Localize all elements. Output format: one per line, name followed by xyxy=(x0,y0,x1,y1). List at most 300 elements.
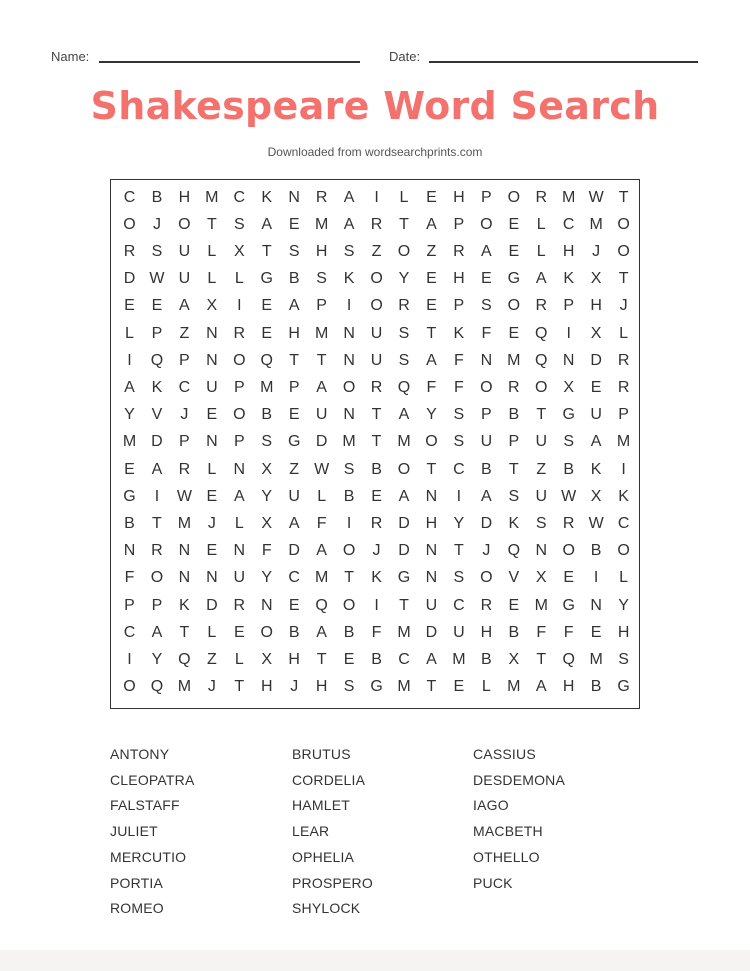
grid-cell[interactable]: F xyxy=(454,378,464,396)
grid-cell[interactable]: F xyxy=(371,623,382,641)
grid-cell[interactable]: D xyxy=(123,270,136,288)
grid-cell[interactable]: E xyxy=(343,650,355,668)
grid-cell[interactable]: R xyxy=(370,215,383,233)
grid-cell[interactable]: W xyxy=(588,188,604,206)
grid-cell[interactable]: G xyxy=(123,487,136,505)
grid-cell[interactable]: V xyxy=(508,569,520,587)
grid-cell[interactable]: E xyxy=(206,487,218,505)
grid-cell[interactable]: B xyxy=(343,623,355,641)
grid-cell[interactable]: C xyxy=(617,514,630,532)
grid-cell[interactable]: E xyxy=(206,406,218,424)
grid-cell[interactable]: I xyxy=(346,514,352,532)
grid-cell[interactable]: H xyxy=(315,242,328,260)
grid-cell[interactable]: H xyxy=(288,650,300,668)
grid-cell[interactable]: L xyxy=(481,678,491,696)
grid-cell[interactable]: R xyxy=(123,242,136,260)
grid-cell[interactable]: M xyxy=(616,433,631,451)
grid-cell[interactable]: W xyxy=(588,514,604,532)
grid-cell[interactable]: M xyxy=(260,378,274,396)
grid-cell[interactable]: I xyxy=(621,460,626,478)
grid-cell[interactable]: Z xyxy=(426,242,437,260)
grid-cell[interactable]: X xyxy=(261,514,273,532)
grid-cell[interactable]: U xyxy=(535,487,548,505)
grid-cell[interactable]: A xyxy=(481,487,492,505)
grid-cell[interactable]: M xyxy=(342,433,356,451)
grid-cell[interactable]: T xyxy=(371,406,382,424)
grid-cell[interactable]: D xyxy=(590,351,602,369)
grid-cell[interactable]: J xyxy=(152,215,161,233)
grid-cell[interactable]: W xyxy=(149,270,165,288)
grid-cell[interactable]: D xyxy=(398,542,410,560)
grid-cell[interactable]: H xyxy=(178,188,191,206)
grid-cell[interactable]: N xyxy=(288,188,300,206)
grid-cell[interactable]: J xyxy=(482,542,491,560)
grid-cell[interactable]: F xyxy=(563,623,574,641)
grid-cell[interactable]: T xyxy=(206,215,217,233)
grid-cell[interactable]: S xyxy=(618,650,629,668)
grid-cell[interactable]: F xyxy=(261,542,272,560)
grid-cell[interactable]: U xyxy=(178,270,191,288)
grid-cell[interactable]: N xyxy=(343,351,355,369)
grid-cell[interactable]: A xyxy=(398,487,410,505)
grid-cell[interactable]: H xyxy=(453,188,465,206)
grid-cell[interactable]: T xyxy=(179,623,190,641)
grid-cell[interactable]: K xyxy=(590,460,602,478)
grid-cell[interactable]: R xyxy=(453,242,465,260)
grid-cell[interactable]: T xyxy=(316,650,327,668)
grid-cell[interactable]: M xyxy=(452,650,466,668)
grid-cell[interactable]: B xyxy=(590,678,602,696)
grid-cell[interactable]: P xyxy=(179,351,190,369)
grid-cell[interactable]: C xyxy=(123,188,136,206)
grid-cell[interactable]: O xyxy=(397,242,411,260)
grid-cell[interactable]: T xyxy=(316,351,327,369)
grid-cell[interactable]: K xyxy=(508,514,520,532)
grid-cell[interactable]: I xyxy=(154,487,160,505)
grid-cell[interactable]: E xyxy=(261,297,273,315)
grid-cell[interactable]: A xyxy=(233,487,245,505)
grid-cell[interactable]: R xyxy=(178,460,191,478)
grid-cell[interactable]: J xyxy=(619,297,628,315)
grid-cell[interactable]: G xyxy=(562,406,575,424)
grid-cell[interactable]: Q xyxy=(315,596,328,614)
grid-cell[interactable]: S xyxy=(535,514,547,532)
grid-cell[interactable]: T xyxy=(536,650,547,668)
grid-cell[interactable]: A xyxy=(535,678,547,696)
grid-cell[interactable]: N xyxy=(562,351,575,369)
grid-cell[interactable]: X xyxy=(535,569,547,587)
grid-cell[interactable]: I xyxy=(566,324,571,342)
grid-cell[interactable]: Y xyxy=(398,270,410,288)
grid-cell[interactable]: T xyxy=(261,242,272,260)
grid-cell[interactable]: D xyxy=(398,514,410,532)
grid-cell[interactable]: N xyxy=(178,569,191,587)
grid-cell[interactable]: V xyxy=(151,406,163,424)
grid-cell[interactable]: N xyxy=(425,542,438,560)
grid-cell[interactable]: P xyxy=(124,596,135,614)
grid-cell[interactable]: T xyxy=(344,569,354,587)
grid-cell[interactable]: Q xyxy=(150,351,164,369)
grid-cell[interactable]: N xyxy=(233,542,246,560)
grid-cell[interactable]: O xyxy=(397,460,411,478)
grid-cell[interactable]: L xyxy=(536,242,546,260)
grid-cell[interactable]: A xyxy=(151,460,163,478)
grid-cell[interactable]: A xyxy=(426,351,437,369)
grid-cell[interactable]: D xyxy=(315,433,328,451)
grid-cell[interactable]: S xyxy=(481,297,492,315)
grid-cell[interactable]: J xyxy=(592,242,601,260)
grid-cell[interactable]: M xyxy=(507,678,521,696)
grid-cell[interactable]: J xyxy=(180,406,189,424)
grid-cell[interactable]: L xyxy=(619,324,629,342)
grid-cell[interactable]: T xyxy=(426,678,437,696)
grid-cell[interactable]: C xyxy=(453,460,465,478)
grid-cell[interactable]: E xyxy=(508,324,520,342)
grid-cell[interactable]: U xyxy=(370,324,383,342)
grid-cell[interactable]: D xyxy=(480,514,493,532)
grid-cell[interactable]: K xyxy=(179,596,190,614)
grid-cell[interactable]: K xyxy=(618,487,629,505)
grid-cell[interactable]: L xyxy=(207,242,217,260)
grid-cell[interactable]: B xyxy=(288,623,300,641)
grid-cell[interactable]: F xyxy=(316,514,327,532)
grid-cell[interactable]: P xyxy=(233,378,245,396)
grid-cell[interactable]: R xyxy=(480,596,493,614)
grid-cell[interactable]: P xyxy=(288,378,300,396)
grid-cell[interactable]: E xyxy=(590,378,602,396)
grid-cell[interactable]: M xyxy=(397,433,411,451)
grid-cell[interactable]: B xyxy=(371,460,382,478)
grid-cell[interactable]: S xyxy=(398,351,410,369)
grid-cell[interactable]: C xyxy=(453,596,465,614)
grid-cell[interactable]: M xyxy=(589,215,603,233)
grid-cell[interactable]: B xyxy=(343,487,355,505)
grid-cell[interactable]: M xyxy=(397,623,411,641)
grid-cell[interactable]: H xyxy=(617,623,630,641)
grid-cell[interactable]: C xyxy=(123,623,136,641)
grid-cell[interactable]: O xyxy=(370,270,383,288)
grid-cell[interactable]: S xyxy=(288,242,300,260)
grid-cell[interactable]: M xyxy=(314,569,329,587)
grid-cell[interactable]: T xyxy=(399,215,409,233)
grid-cell[interactable]: M xyxy=(534,596,548,614)
grid-cell[interactable]: I xyxy=(456,487,462,505)
grid-cell[interactable]: O xyxy=(123,678,136,696)
grid-cell[interactable]: L xyxy=(234,514,244,532)
grid-cell[interactable]: T xyxy=(371,433,382,451)
grid-cell[interactable]: T xyxy=(454,542,464,560)
grid-cell[interactable]: K xyxy=(453,324,465,342)
grid-cell[interactable]: N xyxy=(535,542,548,560)
grid-cell[interactable]: Y xyxy=(261,487,273,505)
grid-cell[interactable]: Q xyxy=(397,378,411,396)
grid-cell[interactable]: S xyxy=(151,242,163,260)
grid-cell[interactable]: F xyxy=(426,378,437,396)
grid-cell[interactable]: J xyxy=(290,678,299,696)
grid-cell[interactable]: M xyxy=(589,650,603,668)
grid-cell[interactable]: B xyxy=(590,542,602,560)
grid-cell[interactable]: W xyxy=(561,487,577,505)
grid-cell[interactable]: Z xyxy=(371,242,382,260)
grid-cell[interactable]: X xyxy=(206,297,218,315)
grid-cell[interactable]: O xyxy=(535,378,548,396)
grid-cell[interactable]: M xyxy=(314,215,329,233)
grid-cell[interactable]: B xyxy=(481,650,492,668)
grid-cell[interactable]: O xyxy=(342,378,356,396)
grid-cell[interactable]: D xyxy=(151,433,163,451)
grid-cell[interactable]: B xyxy=(481,460,492,478)
grid-cell[interactable]: A xyxy=(426,215,437,233)
grid-cell[interactable]: L xyxy=(207,623,217,641)
grid-cell[interactable]: S xyxy=(316,270,327,288)
grid-cell[interactable]: X xyxy=(261,650,273,668)
grid-cell[interactable]: F xyxy=(124,569,135,587)
grid-cell[interactable]: R xyxy=(617,378,630,396)
grid-cell[interactable]: E xyxy=(288,406,300,424)
grid-cell[interactable]: B xyxy=(563,460,575,478)
grid-cell[interactable]: U xyxy=(315,406,328,424)
grid-cell[interactable]: E xyxy=(124,297,135,315)
grid-cell[interactable]: X xyxy=(508,650,520,668)
grid-cell[interactable]: O xyxy=(233,351,246,369)
grid-cell[interactable]: R xyxy=(398,297,410,315)
grid-cell[interactable]: X xyxy=(590,487,602,505)
grid-cell[interactable]: E xyxy=(233,623,245,641)
grid-cell[interactable]: P xyxy=(481,406,492,424)
grid-cell[interactable]: G xyxy=(617,678,630,696)
grid-cell[interactable]: F xyxy=(481,324,492,342)
grid-cell[interactable]: O xyxy=(617,542,630,560)
grid-cell[interactable]: S xyxy=(563,433,575,451)
grid-cell[interactable]: I xyxy=(374,188,379,206)
grid-cell[interactable]: T xyxy=(152,514,162,532)
grid-cell[interactable]: A xyxy=(343,188,355,206)
grid-cell[interactable]: B xyxy=(288,270,300,288)
grid-cell[interactable]: O xyxy=(150,569,164,587)
grid-cell[interactable]: X xyxy=(590,324,602,342)
grid-cell[interactable]: X xyxy=(233,242,245,260)
grid-cell[interactable]: O xyxy=(507,297,521,315)
grid-cell[interactable]: I xyxy=(593,569,599,587)
grid-cell[interactable]: O xyxy=(425,433,438,451)
grid-cell[interactable]: R xyxy=(508,378,520,396)
grid-cell[interactable]: A xyxy=(590,433,602,451)
grid-cell[interactable]: L xyxy=(125,324,134,342)
grid-cell[interactable]: Y xyxy=(261,569,273,587)
grid-cell[interactable]: R xyxy=(535,297,548,315)
grid-cell[interactable]: M xyxy=(205,188,219,206)
grid-cell[interactable]: U xyxy=(370,351,383,369)
grid-cell[interactable]: H xyxy=(590,297,602,315)
grid-cell[interactable]: G xyxy=(287,433,301,451)
grid-cell[interactable]: N xyxy=(343,324,355,342)
grid-cell[interactable]: W xyxy=(176,487,192,505)
grid-cell[interactable]: O xyxy=(617,215,630,233)
grid-cell[interactable]: C xyxy=(288,569,300,587)
grid-cell[interactable]: E xyxy=(151,297,163,315)
grid-cell[interactable]: U xyxy=(453,623,465,641)
grid-cell[interactable]: E xyxy=(453,678,465,696)
grid-cell[interactable]: L xyxy=(207,270,217,288)
grid-cell[interactable]: N xyxy=(425,569,438,587)
grid-cell[interactable]: G xyxy=(260,270,273,288)
grid-cell[interactable]: G xyxy=(562,596,575,614)
grid-cell[interactable]: E xyxy=(426,270,437,288)
grid-cell[interactable]: B xyxy=(124,514,135,532)
grid-cell[interactable]: O xyxy=(562,542,575,560)
grid-cell[interactable]: P xyxy=(151,324,163,342)
grid-cell[interactable]: E xyxy=(371,487,382,505)
grid-cell[interactable]: T xyxy=(426,460,437,478)
grid-cell[interactable]: O xyxy=(617,242,630,260)
grid-cell[interactable]: H xyxy=(562,242,575,260)
grid-cell[interactable]: L xyxy=(234,270,244,288)
grid-cell[interactable]: R xyxy=(370,378,383,396)
grid-cell[interactable]: E xyxy=(508,596,520,614)
grid-cell[interactable]: F xyxy=(536,623,547,641)
grid-cell[interactable]: A xyxy=(316,542,327,560)
grid-cell[interactable]: G xyxy=(370,678,383,696)
grid-cell[interactable]: Q xyxy=(150,678,164,696)
grid-cell[interactable]: E xyxy=(481,270,492,288)
grid-cell[interactable]: H xyxy=(480,623,493,641)
grid-cell[interactable]: N xyxy=(480,351,493,369)
grid-cell[interactable]: W xyxy=(314,460,330,478)
grid-cell[interactable]: T xyxy=(234,678,245,696)
grid-cell[interactable]: C xyxy=(398,650,410,668)
grid-cell[interactable]: M xyxy=(397,678,411,696)
grid-cell[interactable]: E xyxy=(426,297,437,315)
grid-cell[interactable]: K xyxy=(343,270,355,288)
grid-cell[interactable]: E xyxy=(426,188,437,206)
grid-cell[interactable]: Y xyxy=(618,596,629,614)
grid-cell[interactable]: B xyxy=(508,623,520,641)
grid-cell[interactable]: A xyxy=(316,623,327,641)
grid-cell[interactable]: S xyxy=(343,242,355,260)
grid-cell[interactable]: S xyxy=(343,678,355,696)
grid-cell[interactable]: N xyxy=(206,433,218,451)
grid-cell[interactable]: Q xyxy=(535,351,548,369)
grid-cell[interactable]: U xyxy=(233,569,246,587)
grid-cell[interactable]: H xyxy=(453,270,465,288)
grid-cell[interactable]: X xyxy=(590,270,602,288)
grid-cell[interactable]: K xyxy=(261,188,273,206)
grid-cell[interactable]: O xyxy=(178,215,191,233)
grid-cell[interactable]: P xyxy=(233,433,245,451)
grid-cell[interactable]: N xyxy=(233,460,246,478)
grid-cell[interactable]: R xyxy=(562,514,575,532)
grid-cell[interactable]: G xyxy=(507,270,521,288)
grid-cell[interactable]: Y xyxy=(124,406,135,424)
grid-cell[interactable]: B xyxy=(261,406,273,424)
grid-cell[interactable]: I xyxy=(237,297,242,315)
grid-cell[interactable]: P xyxy=(563,297,575,315)
grid-cell[interactable]: L xyxy=(399,188,409,206)
grid-cell[interactable]: R xyxy=(151,542,163,560)
grid-cell[interactable]: A xyxy=(316,378,327,396)
grid-cell[interactable]: A xyxy=(179,297,190,315)
grid-cell[interactable]: O xyxy=(480,378,493,396)
grid-cell[interactable]: R xyxy=(370,514,383,532)
grid-cell[interactable]: Q xyxy=(178,650,191,668)
grid-cell[interactable]: U xyxy=(288,487,300,505)
grid-cell[interactable]: O xyxy=(342,542,356,560)
grid-cell[interactable]: J xyxy=(372,542,381,560)
grid-cell[interactable]: Y xyxy=(426,406,437,424)
grid-cell[interactable]: O xyxy=(480,215,493,233)
grid-cell[interactable]: P xyxy=(453,215,465,233)
grid-cell[interactable]: T xyxy=(426,324,437,342)
grid-cell[interactable]: R xyxy=(233,324,246,342)
grid-cell[interactable]: N xyxy=(123,542,136,560)
grid-cell[interactable]: F xyxy=(454,351,464,369)
grid-cell[interactable]: O xyxy=(233,406,246,424)
grid-cell[interactable]: E xyxy=(590,623,602,641)
grid-cell[interactable]: N xyxy=(260,596,273,614)
grid-cell[interactable]: L xyxy=(234,650,244,668)
grid-cell[interactable]: D xyxy=(288,542,300,560)
grid-cell[interactable]: J xyxy=(207,514,216,532)
grid-cell[interactable]: N xyxy=(590,596,602,614)
grid-cell[interactable]: R xyxy=(315,188,328,206)
grid-cell[interactable]: C xyxy=(562,215,575,233)
grid-cell[interactable]: S xyxy=(398,324,410,342)
date-line[interactable] xyxy=(429,61,698,63)
grid-cell[interactable]: M xyxy=(507,351,521,369)
grid-cell[interactable]: N xyxy=(206,569,218,587)
grid-cell[interactable]: U xyxy=(480,433,493,451)
grid-cell[interactable]: H xyxy=(315,678,328,696)
grid-cell[interactable]: H xyxy=(260,678,273,696)
grid-cell[interactable]: E xyxy=(124,460,135,478)
grid-cell[interactable]: P xyxy=(453,297,465,315)
grid-cell[interactable]: M xyxy=(314,324,329,342)
grid-cell[interactable]: P xyxy=(618,406,629,424)
grid-cell[interactable]: C xyxy=(178,378,191,396)
grid-cell[interactable]: N xyxy=(178,542,191,560)
grid-cell[interactable]: Z xyxy=(289,460,300,478)
grid-cell[interactable]: S xyxy=(453,406,465,424)
name-line[interactable] xyxy=(99,61,360,63)
grid-cell[interactable]: A xyxy=(288,297,300,315)
grid-cell[interactable]: U xyxy=(178,242,191,260)
grid-cell[interactable]: B xyxy=(508,406,520,424)
grid-cell[interactable]: S xyxy=(453,433,465,451)
grid-cell[interactable]: E xyxy=(206,542,218,560)
grid-cell[interactable]: Z xyxy=(536,460,547,478)
grid-cell[interactable]: T xyxy=(618,270,629,288)
grid-cell[interactable]: P xyxy=(481,188,492,206)
grid-cell[interactable]: P xyxy=(151,596,163,614)
grid-cell[interactable]: C xyxy=(233,188,246,206)
grid-cell[interactable]: N xyxy=(206,351,218,369)
grid-cell[interactable]: A xyxy=(426,650,437,668)
grid-cell[interactable]: D xyxy=(425,623,438,641)
grid-cell[interactable]: K xyxy=(151,378,163,396)
grid-cell[interactable]: X xyxy=(563,378,575,396)
grid-cell[interactable]: I xyxy=(127,351,132,369)
grid-cell[interactable]: U xyxy=(535,433,548,451)
grid-cell[interactable]: P xyxy=(179,433,190,451)
grid-cell[interactable]: U xyxy=(206,378,218,396)
grid-cell[interactable]: I xyxy=(346,297,352,315)
grid-cell[interactable]: M xyxy=(177,514,192,532)
grid-cell[interactable]: L xyxy=(619,569,629,587)
grid-cell[interactable]: R xyxy=(233,596,246,614)
grid-cell[interactable]: H xyxy=(425,514,438,532)
grid-cell[interactable]: E xyxy=(563,569,575,587)
grid-cell[interactable]: T xyxy=(536,406,547,424)
